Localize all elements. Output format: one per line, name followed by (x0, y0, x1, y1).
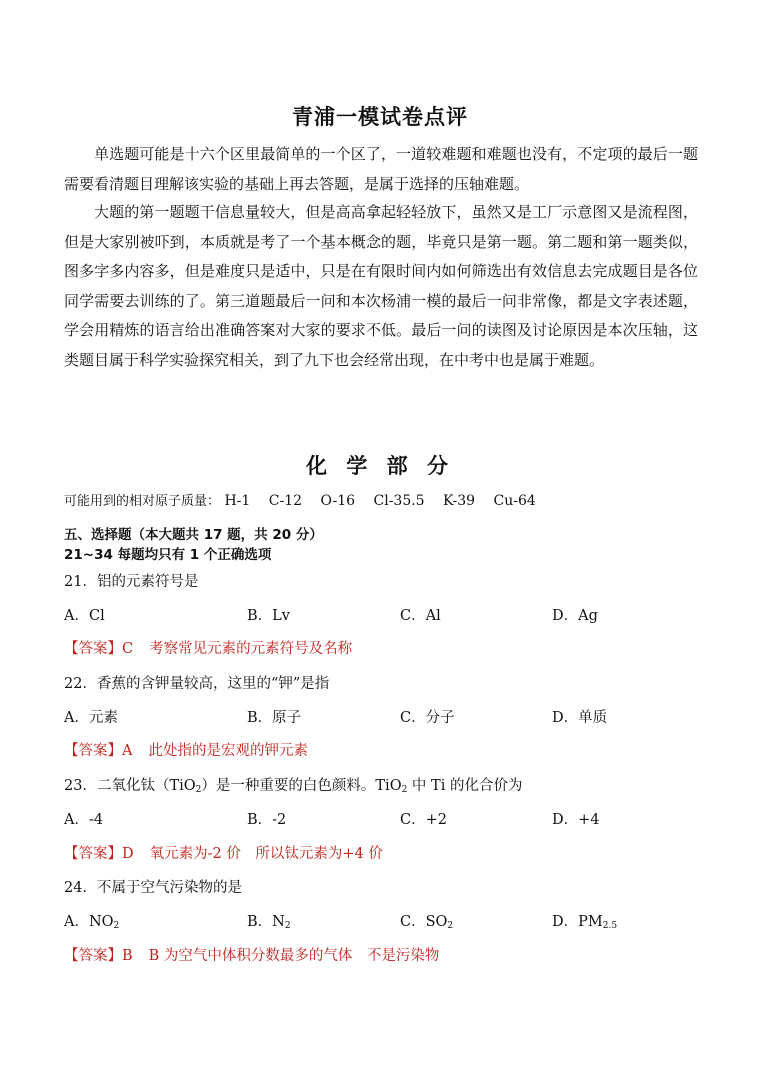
question-22-options (64, 706, 704, 726)
option-text: A．NO (64, 914, 114, 930)
answer-note: B 为空气中体积分数最多的气体 不是污染物 (148, 948, 440, 964)
question-21-answer (64, 637, 352, 658)
subscript: 2 (447, 921, 454, 931)
atomic-mass-line (64, 490, 550, 509)
answer-note: 此处指的是宏观的钾元素 (148, 743, 308, 759)
question-23-option-c: C．+2 (400, 812, 447, 828)
atomic-mass-label: 可能用到的相对原子质量： (64, 494, 221, 509)
question-24-option-b (247, 910, 291, 931)
question-21-option-d: D．Ag (552, 608, 598, 624)
chemistry-section-title: 化 学 部 分 (306, 454, 454, 478)
stem-text: 23．二氧化钛（TiO (64, 778, 196, 794)
question-24-option-c (400, 910, 453, 931)
subscript: 2 (195, 785, 202, 795)
answer-note: 氧元素为-2 价 所以钛元素为+4 价 (149, 846, 383, 862)
atomic-mass-h: H-1 (224, 493, 251, 509)
answer-tag: 【答案】D (64, 846, 134, 862)
question-24-option-a (64, 910, 119, 931)
stem-text: 中 Ti 的化合价为 (407, 778, 523, 794)
option-text: C．SO (400, 914, 448, 930)
answer-note: 考察常见元素的元素符号及名称 (149, 641, 353, 657)
subscript: 2 (284, 921, 291, 931)
question-23-option-a: A．-4 (64, 812, 104, 828)
question-23-option-d: D．+4 (552, 812, 600, 828)
atomic-mass-cl: Cl-35.5 (373, 493, 425, 509)
question-21-option-b: B．Lv (247, 608, 290, 624)
atomic-mass-o: O-16 (320, 493, 356, 509)
question-24-answer (64, 944, 439, 965)
subscript: 2.5 (602, 921, 618, 931)
review-paragraph-2: 大题的第一题题干信息量较大，但是高高拿起轻轻放下，虽然又是工厂示意图又是流程图，但是大家别被吓到，本质就是考了一个基本概念的题，毕竟只是第一题。第二题和第一题类似，图多字多内容多，但是难度只是适中，只是在有限时间内如何筛选出有效信息去完成题目是各位同学需要去训练的了。第三道题最后一问和本次杨浦一模的最后一问非常像，都是文字表述题，学会用精炼的语言给出准确答案对大家的要求不低。最后一问的读图及讨论原因是本次压轴，这类题目属于科学实验探究相关，到了九下也会经常出现，在中考中也是属于难题。 (64, 203, 698, 369)
option-text: B．N (247, 914, 285, 930)
question-21-option-c: C．Al (400, 608, 441, 624)
review-paragraph-1: 单选题可能是十六个区里最简单的一个区了，一道较难题和难题也没有，不定项的最后一题需要看清题目理解该实验的基础上再去答题，是属于选择的压轴难题。 (64, 145, 698, 193)
question-21-option-a: A．Cl (64, 608, 105, 624)
subscript: 2 (401, 785, 408, 795)
question-23-options (64, 808, 704, 828)
question-24-stem: 24．不属于空气污染物的是 (64, 880, 242, 896)
question-21-options (64, 604, 704, 624)
question-24-option-d (552, 910, 617, 931)
atomic-mass-cu: Cu-64 (493, 493, 536, 509)
question-24-options (64, 910, 704, 930)
stem-text: ）是一种重要的白色颜料。TiO (201, 778, 402, 794)
question-22-option-b: B．原子 (247, 710, 302, 726)
subscript: 2 (113, 921, 120, 931)
section-heading: 五、选择题（本大题共 17 题，共 20 分） (64, 527, 323, 543)
option-text: D．PM (552, 914, 603, 930)
question-22-option-a: A．元素 (64, 710, 118, 726)
question-22-option-c: C．分子 (400, 710, 455, 726)
question-23-stem (64, 774, 522, 795)
question-23-answer (64, 842, 383, 863)
question-22-answer (64, 739, 308, 760)
question-22-option-d: D．单质 (552, 710, 608, 726)
question-23-option-b: B．-2 (247, 812, 287, 828)
question-21-stem: 21．铝的元素符号是 (64, 574, 199, 590)
answer-tag: 【答案】C (64, 641, 134, 657)
section-note: 21~34 每题均只有 1 个正确选项 (64, 547, 272, 563)
answer-tag: 【答案】A (64, 743, 133, 759)
atomic-mass-k: K-39 (443, 493, 476, 509)
review-title: 青浦一模试卷点评 (292, 105, 468, 129)
question-22-stem: 22．香蕉的含钾量较高，这里的“钾”是指 (64, 676, 330, 692)
answer-tag: 【答案】B (64, 948, 133, 964)
atomic-mass-c: C-12 (268, 493, 303, 509)
